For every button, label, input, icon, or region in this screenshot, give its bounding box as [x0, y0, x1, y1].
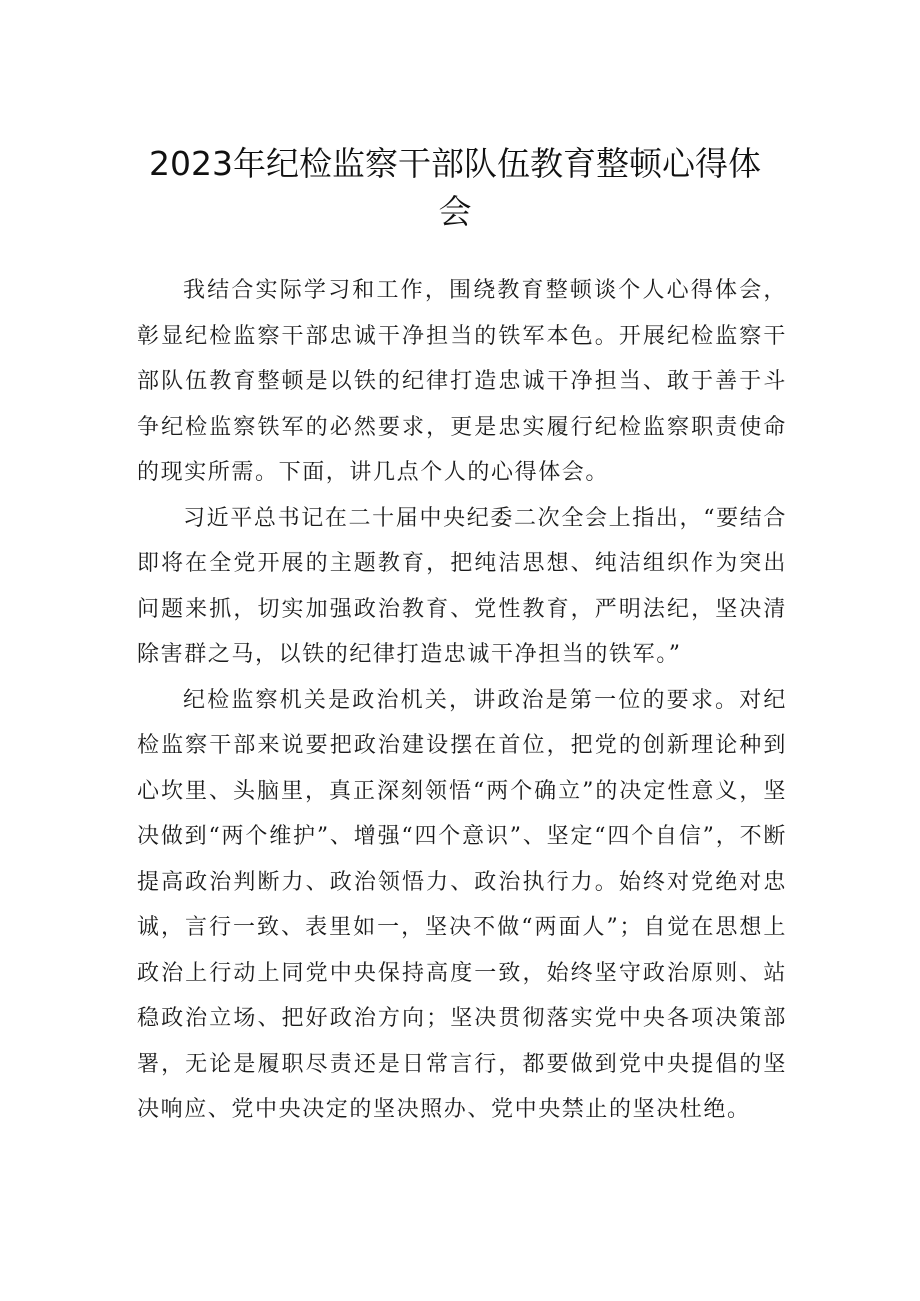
paragraph-1: 我结合实际学习和工作，围绕教育整顿谈个人心得体会，彰显纪检监察干部忠诚干净担当的铁军本色。开展纪检监察干部队伍教育整顿是以铁的纪律打造忠诚干净担当、敢于善于斗争纪检监察铁军的必然要求，更是忠实履行纪检监察职责使命的现实所需。下面，讲几点个人的心得体会。 — [137, 278, 787, 485]
paragraph-3: 纪检监察机关是政治机关，讲政治是第一位的要求。对纪检监察干部来说要把政治建设摆在首位，把党的创新理论种到心坎里、头脑里，真正深刻领悟“两个确立”的决定性意义，坚决做到“两个维护”、增强“四个意识”、坚定“四个自信”，不断提高政治判断力、政治领悟力、政治执行力。始终对党绝对忠诚，言行一致、表里如一，坚决不做“两面人”；自觉在思想上政治上行动上同党中央保持高度一致，始终坚守政治原则、站稳政治立场、把好政治方向；坚决贯彻落实党中央各项决策部署，无论是履职尽责还是日常言行，都要做到党中央提倡的坚决响应、党中央决定的坚决照办、党中央禁止的坚决杜绝。 — [137, 687, 787, 1122]
document-title-line-1: 2023年纪检监察干部队伍教育整顿心得体 — [149, 144, 761, 183]
paragraph-2: 习近平总书记在二十届中央纪委二次全会上指出，“要结合即将在全党开展的主题教育，把纯洁思想、纯洁组织作为突出问题来抓，切实加强政治教育、党性教育，严明法纪，坚决清除害群之马，以铁的纪律打造忠诚干净担当的铁军。” — [137, 505, 787, 667]
document-title-line-2: 会 — [438, 192, 472, 231]
document-title — [130, 140, 780, 236]
document-body — [137, 268, 787, 1133]
